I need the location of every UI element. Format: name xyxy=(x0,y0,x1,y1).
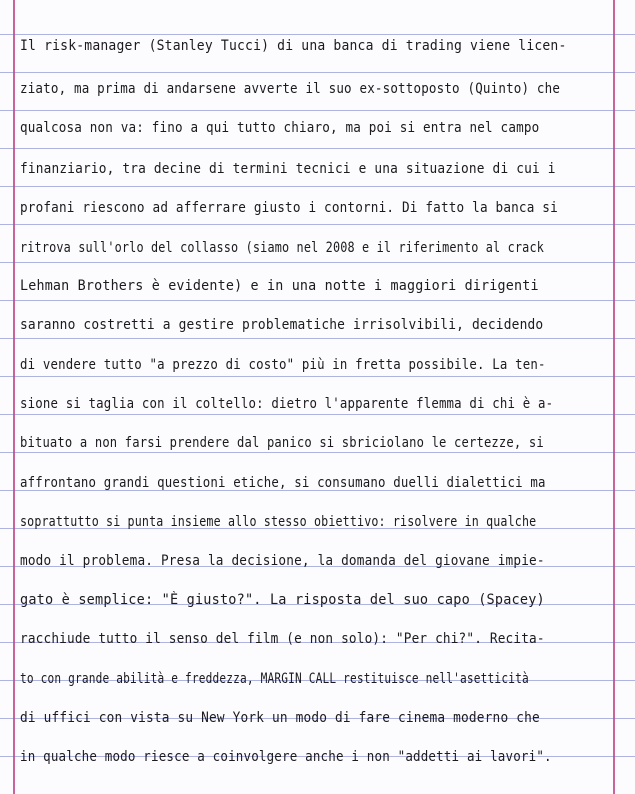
text-line: di uffici con vista su New York un modo di fare cinema moderno che xyxy=(20,710,540,726)
left-margin-line xyxy=(13,0,15,794)
text-line: gato è semplice: "È giusto?". La risposta del suo capo (Spacey) xyxy=(20,592,545,608)
text-line: bituato a non farsi prendere dal panico si sbriciolano le certezze, si xyxy=(20,435,544,451)
text-line: racchiude tutto il senso del film (e non solo): "Per chi?". Recita- xyxy=(20,631,545,647)
text-line: qualcosa non va: fino a qui tutto chiaro, ma poi si entra nel campo xyxy=(20,120,540,136)
text-line: modo il problema. Presa la decisione, la domanda del giovane impie- xyxy=(20,553,545,569)
text-line: ritrova sull'orlo del collasso (siamo nel 2008 e il riferimento al crack xyxy=(20,240,545,256)
text-line: Lehman Brothers è evidente) e in una notte i maggiori dirigenti xyxy=(20,278,539,294)
text-line: affrontano grandi questioni etiche, si consumano duelli dialettici ma xyxy=(20,475,546,491)
text-line: saranno costretti a gestire problematiche irrisolvibili, decidendo xyxy=(20,317,544,333)
text-line: ziato, ma prima di andarsene avverte il suo ex-sottoposto (Quinto) che xyxy=(20,81,561,97)
text-line: finanziario, tra decine di termini tecnici e una situazione di cui i xyxy=(20,161,556,177)
right-margin-line xyxy=(613,0,615,794)
text-line: di vendere tutto "a prezzo di costo" più in fretta possibile. La ten- xyxy=(20,357,546,373)
text-line: Il risk-manager (Stanley Tucci) di una banca di trading viene licen- xyxy=(20,38,567,54)
text-line: in qualche modo riesce a coinvolgere anche i non "addetti ai lavori". xyxy=(20,749,552,765)
text-line: sione si taglia con il coltello: dietro l'apparente flemma di chi è a- xyxy=(20,396,554,412)
text-line: profani riescono ad afferrare giusto i contorni. Di fatto la banca si xyxy=(20,200,558,216)
text-line: to con grande abilità e freddezza, MARGIN CALL restituisce nell'asetticità xyxy=(20,671,529,687)
text-line: soprattutto si punta insieme allo stesso obiettivo: risolvere in qualche xyxy=(20,514,537,530)
